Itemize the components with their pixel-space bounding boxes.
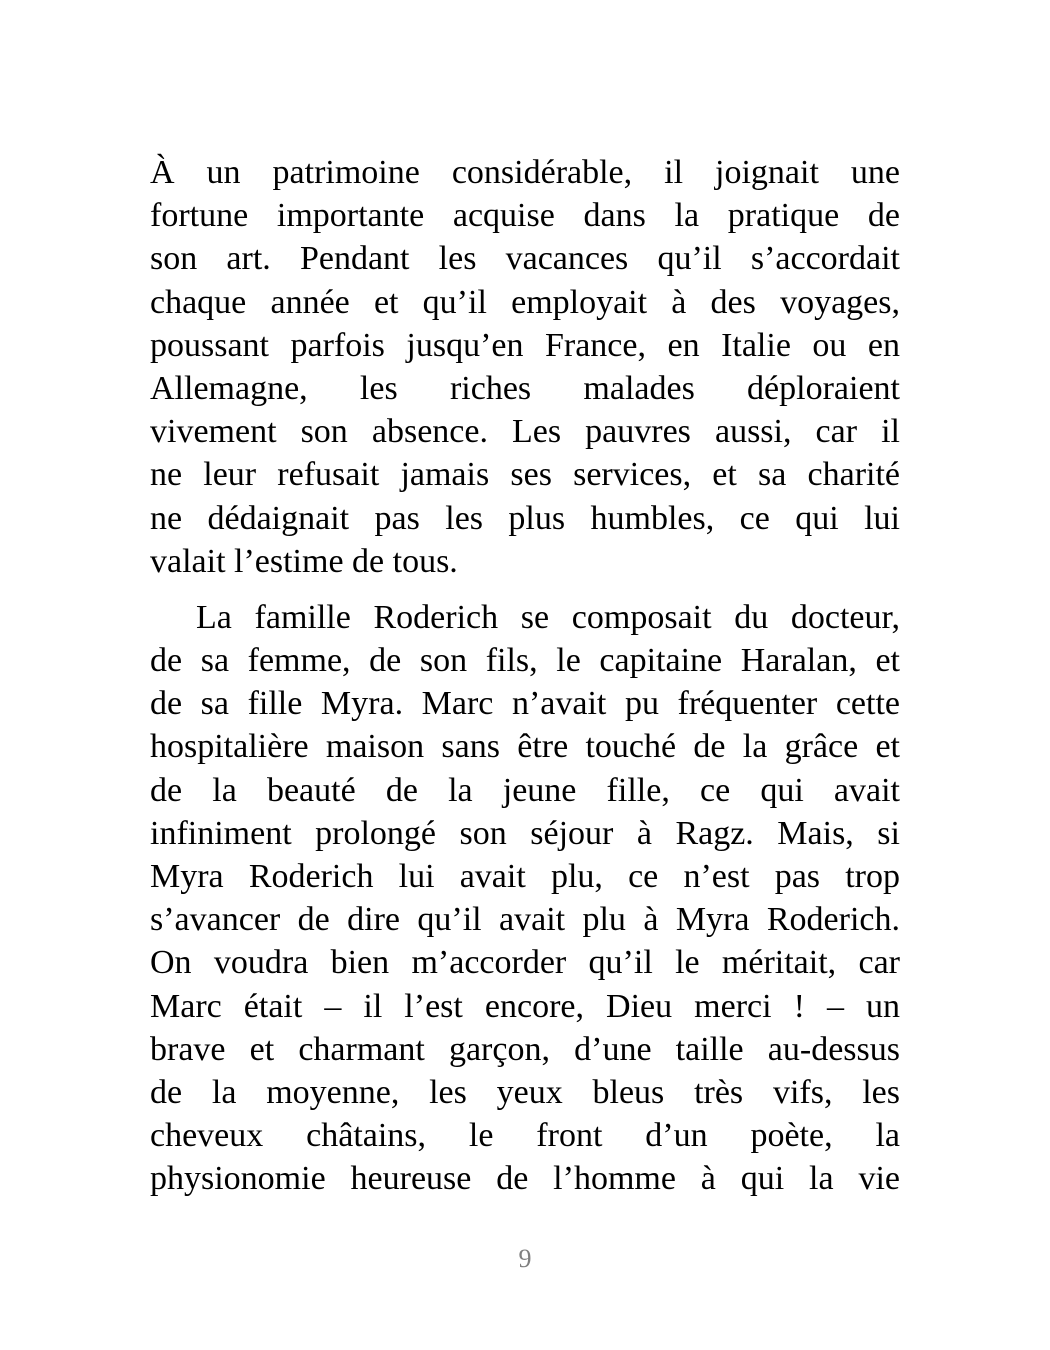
text-line: ne leur refusait jamais ses services, et sa charité xyxy=(150,456,900,494)
text-line: s’avancer de dire qu’il avait plu à Myra Roderich. xyxy=(150,901,900,939)
text-line: poussant parfois jusqu’en France, en Italie ou en xyxy=(150,326,900,364)
paragraph-2 xyxy=(150,596,900,1201)
page-number: 9 xyxy=(518,1244,532,1273)
text-line: ne dédaignait pas les plus humbles, ce qui lui xyxy=(150,499,900,537)
text-line: de sa fille Myra. Marc n’avait pu fréquenter cette xyxy=(150,685,900,723)
text-line: son art. Pendant les vacances qu’il s’accordait xyxy=(150,240,900,278)
text-line: Myra Roderich lui avait plu, ce n’est pas trop xyxy=(150,858,900,895)
paragraph-1 xyxy=(150,151,900,583)
text-line: cheveux châtains, le front d’un poète, la xyxy=(150,1117,900,1155)
page-body xyxy=(150,151,900,1201)
text-line: On voudra bien m’accorder qu’il le méritait, car xyxy=(150,944,900,982)
text-line: Marc était – il l’est encore, Dieu merci ! – un xyxy=(150,987,900,1025)
text-line: physionomie heureuse de l’homme à qui la vie xyxy=(150,1160,900,1198)
text-line: valait l’estime de tous. xyxy=(150,542,458,580)
text-line: brave et charmant garçon, d’une taille au-dessus xyxy=(150,1030,900,1068)
text-line: La famille Roderich se composait du docteur, xyxy=(196,598,900,636)
text-line: de la moyenne, les yeux bleus très vifs, les xyxy=(150,1073,900,1111)
text-line: de la beauté de la jeune fille, ce qui avait xyxy=(150,771,900,809)
text-line: fortune importante acquise dans la pratique de xyxy=(150,197,900,235)
text-line: vivement son absence. Les pauvres aussi, car il xyxy=(150,413,900,451)
text-line: Allemagne, les riches malades déploraient xyxy=(150,369,900,407)
text-line: hospitalière maison sans être touché de la grâce et xyxy=(150,728,900,766)
text-line: chaque année et qu’il employait à des voyages, xyxy=(150,283,900,321)
text-line: À un patrimoine considérable, il joignait une xyxy=(150,154,900,191)
text-line: infiniment prolongé son séjour à Ragz. Mais, si xyxy=(150,814,900,852)
text-line: de sa femme, de son fils, le capitaine Haralan, et xyxy=(150,642,900,680)
